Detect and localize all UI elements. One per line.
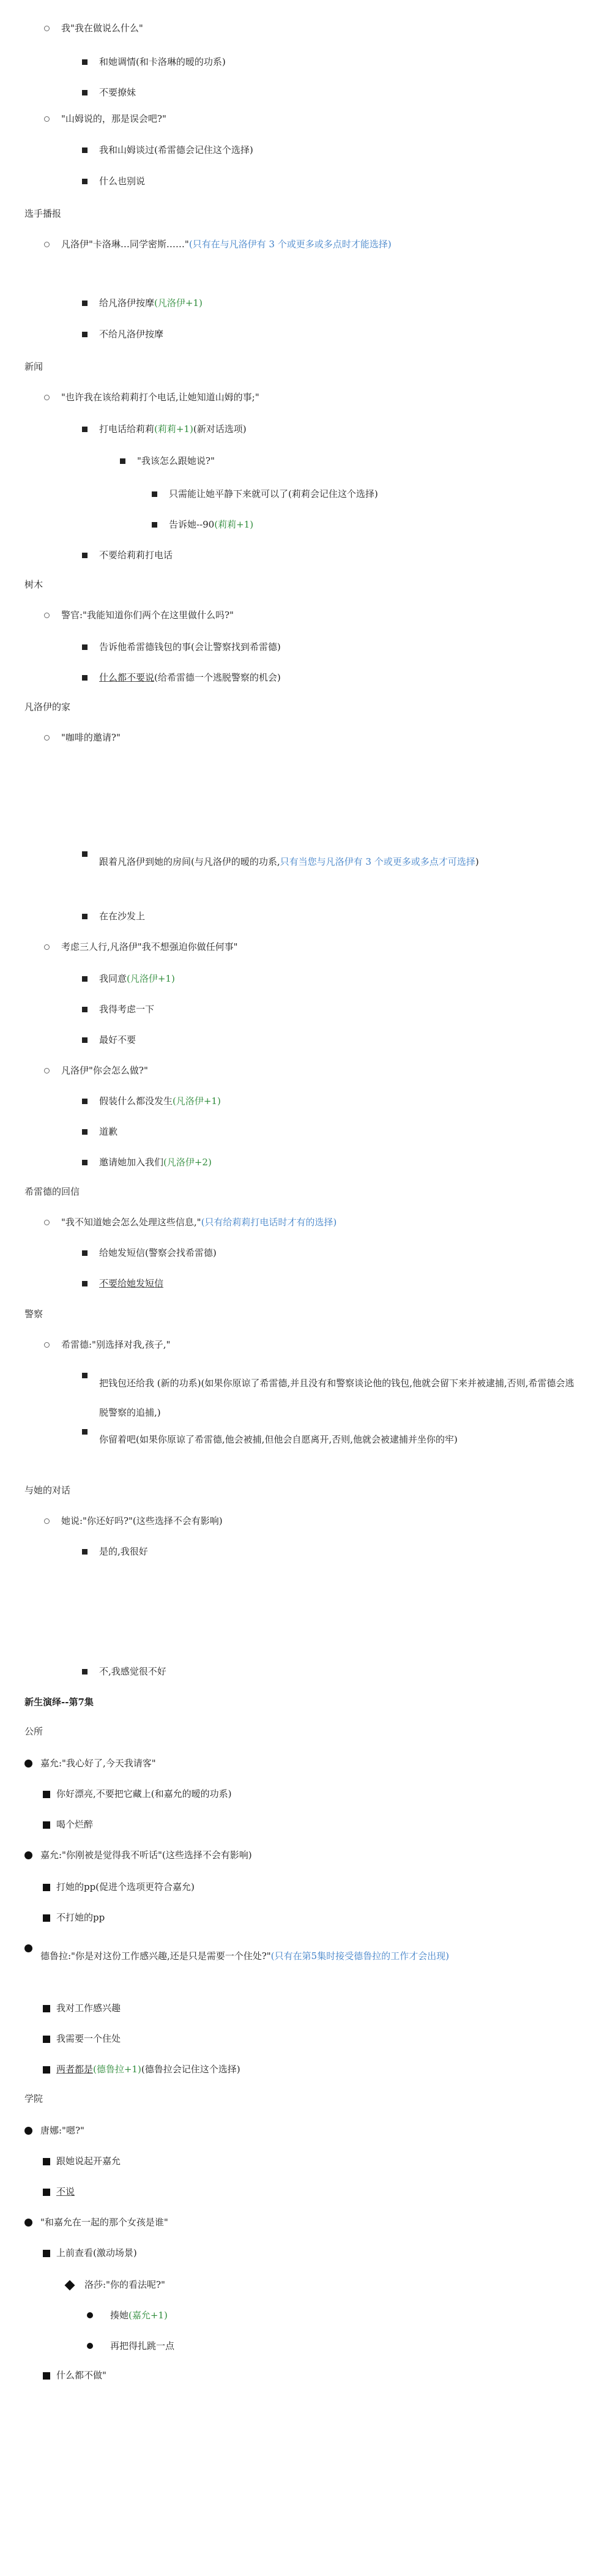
bullet-circle-icon xyxy=(44,1518,50,1524)
item-text: 我同意 xyxy=(99,973,127,984)
bullet-dia-icon xyxy=(65,2280,75,2291)
bullet-square-icon xyxy=(82,675,88,681)
bullet-square-icon xyxy=(152,522,157,528)
list-item xyxy=(61,1338,170,1351)
bullet-dot-icon xyxy=(24,2127,32,2135)
item-text: "我该怎么跟她说?" xyxy=(137,455,215,466)
bullet-sqb-icon xyxy=(43,1884,50,1891)
list-item xyxy=(99,174,145,188)
list-item xyxy=(61,390,259,404)
item-text: 我得考虑一下 xyxy=(99,1004,155,1015)
item-text: "我不知道她会怎么处理这些信息," xyxy=(61,1217,201,1228)
bullet-sqb-icon xyxy=(43,1821,50,1829)
item-text: 不给凡洛伊按摩 xyxy=(99,329,164,340)
bullet-sqb-icon xyxy=(43,2250,50,2257)
list-item xyxy=(40,2216,168,2229)
item-text: "咖啡的邀请?" xyxy=(61,732,121,743)
bullet-square-icon xyxy=(82,1429,88,1435)
list-item xyxy=(99,1125,117,1138)
affinity-bonus: (嘉允+1) xyxy=(128,2310,168,2321)
item-text: 跟她说起开嘉允 xyxy=(56,2156,121,2167)
bullet-square-icon xyxy=(82,1373,88,1378)
list-item xyxy=(61,608,234,622)
item-text: 把钱包还给我 (新的功系)(如果你原谅了希雷德,并且没有和警察谈论他的钱包,他就会留下来并被逮捕,否则,希雷德会逃脱警察的追捕,) xyxy=(99,1378,575,1418)
item-text: 凡洛伊"卡洛琳…同学密斯……" xyxy=(61,239,189,250)
affinity-bonus: (凡洛伊+1) xyxy=(154,297,203,308)
item-text: 告诉她--90 xyxy=(169,519,215,530)
list-item xyxy=(99,296,203,310)
affinity-bonus: (莉莉+1) xyxy=(154,424,193,435)
bullet-square-icon xyxy=(82,851,88,857)
bullet-circle-icon xyxy=(44,1220,50,1225)
section-heading xyxy=(24,1185,80,1198)
bullet-sqb-icon xyxy=(43,2005,50,2012)
bullet-circle-icon xyxy=(44,735,50,741)
bullet-sqb-icon xyxy=(43,2372,50,2380)
list-item xyxy=(61,1064,148,1077)
list-item xyxy=(99,1368,576,1427)
bullet-square-icon xyxy=(82,976,88,982)
item-text: 与她的对话 xyxy=(24,1485,71,1496)
item-text: 我对工作感兴趣 xyxy=(56,2003,121,2014)
list-item xyxy=(40,2124,84,2137)
list-item xyxy=(56,2001,121,2015)
section-heading xyxy=(24,207,61,220)
bullet-square-icon xyxy=(82,1129,88,1135)
item-text: 德鲁拉:"你是对这份工作感兴趣,还是只是需要一个住处?" xyxy=(40,1951,271,1962)
list-item xyxy=(61,1215,337,1229)
item-text: 洛莎:"你的看法呢?" xyxy=(84,2279,165,2290)
bullet-sqb-icon xyxy=(43,1914,50,1922)
section-heading xyxy=(24,1695,94,1709)
item-text: 凡洛伊"你会怎么做?" xyxy=(61,1065,148,1076)
item-text: 希雷德的回信 xyxy=(24,1186,80,1197)
list-item xyxy=(84,2278,165,2291)
item-text: 我需要一个住处 xyxy=(56,2033,121,2044)
item-text: 给凡洛伊按摩 xyxy=(99,297,155,308)
item-text: 最好不要 xyxy=(99,1034,136,1045)
item-text: 道歉 xyxy=(99,1126,118,1137)
item-text: 不要给她发短信 xyxy=(99,1278,164,1289)
list-item xyxy=(99,1246,217,1260)
item-text: 她说:"你还好吗?"(这些选择不会有影响) xyxy=(61,1515,223,1526)
list-item xyxy=(99,1002,154,1016)
list-item xyxy=(99,1665,166,1678)
bullet-circle-icon xyxy=(44,242,50,247)
list-item xyxy=(40,1848,252,1862)
list-item xyxy=(61,21,143,35)
section-heading xyxy=(24,1725,43,1738)
list-item xyxy=(40,1941,554,1971)
list-item xyxy=(110,2309,168,2322)
bullet-circle-icon xyxy=(44,395,50,400)
item-text: 喝个烂醉 xyxy=(56,1819,94,1830)
list-item xyxy=(99,1425,576,1454)
bullet-sdot-icon xyxy=(87,2312,93,2318)
item-text: 给她发短信(警察会找希雷德) xyxy=(99,1247,217,1258)
bullet-square-icon xyxy=(82,1549,88,1555)
affinity-bonus: (凡洛伊+1) xyxy=(127,973,175,984)
item-text: 选手播报 xyxy=(24,208,62,219)
affinity-bonus: (凡洛伊+1) xyxy=(173,1096,221,1107)
item-text: 新闻 xyxy=(24,361,43,372)
item-text: (给希雷德一个逃脱警察的机会) xyxy=(154,672,281,683)
list-item xyxy=(99,1033,136,1047)
list-item xyxy=(137,454,215,468)
list-item xyxy=(56,2369,106,2382)
item-text: 上前查看(激动场景) xyxy=(56,2247,137,2258)
bullet-dot-icon xyxy=(24,1851,32,1859)
item-text: 揍她 xyxy=(110,2310,129,2321)
list-item xyxy=(56,2246,137,2260)
item-text: 我"我在做说么什么" xyxy=(61,23,143,34)
condition-note: (只有在第5集时接受德鲁拉的工作才会出现) xyxy=(270,1951,449,1962)
bullet-square-icon xyxy=(82,1250,88,1256)
list-item xyxy=(99,422,247,436)
item-text: 邀请她加入我们 xyxy=(99,1157,164,1168)
list-item xyxy=(99,972,175,985)
condition-note: 只有当您与凡洛伊有 3 个或更多或多点才可选择 xyxy=(280,856,475,867)
item-text: 什么都不做" xyxy=(56,2370,106,2381)
bullet-square-icon xyxy=(82,332,88,337)
bullet-square-icon xyxy=(82,90,88,95)
section-heading xyxy=(24,1484,70,1497)
bullet-square-icon xyxy=(82,553,88,558)
list-item xyxy=(99,143,253,157)
bullet-sqb-icon xyxy=(43,2066,50,2074)
list-item xyxy=(99,1094,221,1108)
item-text: 不说 xyxy=(56,2186,75,2197)
bullet-sqb-icon xyxy=(43,1791,50,1798)
item-text: 再把得扎跳一点 xyxy=(110,2340,175,2351)
bullet-square-icon xyxy=(82,59,88,65)
list-item xyxy=(110,2339,174,2353)
bullet-square-icon xyxy=(82,1669,88,1674)
item-text: ) xyxy=(475,856,479,867)
item-text: "也许我在该给莉莉打个电话,让她知道山姆的事;" xyxy=(61,392,259,403)
item-text: 什么都不要说 xyxy=(99,672,155,683)
item-text: 嘉允:"你刚被是觉得我不听话"(这些选择不会有影响) xyxy=(40,1850,252,1861)
bullet-dot-icon xyxy=(24,1760,32,1768)
bullet-circle-icon xyxy=(44,26,50,31)
bullet-sqb-icon xyxy=(43,2189,50,2196)
bullet-circle-icon xyxy=(44,613,50,618)
list-item xyxy=(61,237,392,251)
list-item xyxy=(169,487,378,501)
item-text: 学院 xyxy=(24,2093,43,2104)
section-heading xyxy=(24,1307,43,1321)
item-text: 假装什么都没发生 xyxy=(99,1096,173,1107)
item-text: 跟着凡洛伊到她的房间(与凡洛伊的暧的功系, xyxy=(99,856,280,867)
item-text: 打电话给莉莉 xyxy=(99,424,155,435)
section-heading xyxy=(24,700,70,714)
bullet-square-icon xyxy=(82,427,88,432)
item-text: 树木 xyxy=(24,579,43,590)
list-item xyxy=(56,2032,121,2045)
item-text: 告诉他希雷德钱包的事(会让警察找到希雷德) xyxy=(99,641,281,652)
item-text: 新生演绎--第7集 xyxy=(24,1697,94,1708)
item-text: 唐娜:"嗯?" xyxy=(40,2125,84,2136)
item-text: "山姆说的，那是误会吧?" xyxy=(61,113,166,124)
item-text: 不打她的pp xyxy=(56,1912,105,1923)
bullet-square-icon xyxy=(82,1007,88,1012)
list-item xyxy=(56,2185,75,2198)
item-text: 警察 xyxy=(24,1309,43,1320)
bullet-square-icon xyxy=(82,147,88,153)
item-text: 和她调情(和卡洛琳的暧的功系) xyxy=(99,56,226,67)
list-item xyxy=(56,1880,195,1894)
item-text: 你留着吧(如果你原谅了希雷德,他会被捕,但他会自愿离开,否则,他就会被逮捕并坐你的牢) xyxy=(99,1434,458,1445)
affinity-bonus: (德鲁拉+1) xyxy=(93,2064,141,2075)
item-text: 两者都是 xyxy=(56,2064,94,2075)
bullet-circle-icon xyxy=(44,1068,50,1073)
list-item xyxy=(99,671,281,684)
list-item xyxy=(56,1911,105,1924)
list-item xyxy=(56,1818,93,1831)
bullet-square-icon xyxy=(82,1099,88,1104)
item-text: 不,我感觉很不好 xyxy=(99,1666,166,1677)
item-text: 只需能让她平静下来就可以了(莉莉会记住这个选择) xyxy=(169,488,378,499)
bullet-sqb-icon xyxy=(43,2036,50,2043)
list-item xyxy=(99,327,163,341)
bullet-square-icon xyxy=(152,491,157,497)
bullet-square-icon xyxy=(82,1281,88,1286)
item-text: 公所 xyxy=(24,1726,43,1737)
item-text: 你好漂亮,不要把它藏上(和嘉允的暧的功系) xyxy=(56,1788,232,1799)
bullet-square-icon xyxy=(82,644,88,650)
list-item xyxy=(56,1787,231,1801)
item-text: 打她的pp(促进个选项更符合嘉允) xyxy=(56,1881,195,1892)
list-item xyxy=(61,731,121,744)
bullet-square-icon xyxy=(120,458,125,464)
item-text: 什么也别说 xyxy=(99,176,146,187)
item-text: 考虑三人行,凡洛伊"我不想强迫你做任何事" xyxy=(61,941,238,952)
item-text: 警官:"我能知道你们两个在这里做什么吗?" xyxy=(61,610,234,621)
bullet-square-icon xyxy=(82,1160,88,1165)
bullet-square-icon xyxy=(82,914,88,919)
list-item xyxy=(61,1514,223,1528)
list-item xyxy=(99,1545,148,1558)
bullet-square-icon xyxy=(82,179,88,184)
item-text: 不要撩妹 xyxy=(99,87,136,98)
section-heading xyxy=(24,578,43,591)
item-text: 我和山姆谈过(希雷德会记住这个选择) xyxy=(99,144,253,155)
affinity-bonus: (莉莉+1) xyxy=(214,519,254,530)
item-text: 是的,我很好 xyxy=(99,1546,148,1557)
item-text: 在在沙发上 xyxy=(99,911,146,922)
list-item xyxy=(99,86,136,99)
list-item xyxy=(56,2063,240,2076)
bullet-sqb-icon xyxy=(43,2158,50,2165)
bullet-circle-icon xyxy=(44,1342,50,1348)
bullet-dot-icon xyxy=(24,1944,32,1952)
list-item xyxy=(99,55,226,69)
list-item xyxy=(40,1757,156,1770)
list-item xyxy=(99,1277,163,1290)
item-text: "和嘉允在一起的那个女孩是谁" xyxy=(40,2217,168,2228)
list-item xyxy=(61,940,238,954)
item-text: 希雷德:"别选择对我,孩子," xyxy=(61,1339,171,1350)
item-text: (新对话选项) xyxy=(193,424,247,435)
condition-note: (只有给莉莉打电话时才有的选择) xyxy=(201,1217,337,1228)
bullet-square-icon xyxy=(82,301,88,306)
condition-note: (只有在与凡洛伊有 3 个或更多或多点时才能选择) xyxy=(188,239,392,250)
bullet-square-icon xyxy=(82,1037,88,1043)
list-item xyxy=(99,640,281,654)
list-item xyxy=(99,847,576,876)
section-heading xyxy=(24,360,43,373)
bullet-sdot-icon xyxy=(87,2343,93,2349)
list-item xyxy=(169,518,253,531)
item-text: 嘉允:"我心好了,今天我请客" xyxy=(40,1758,156,1769)
list-item xyxy=(61,112,166,125)
list-item xyxy=(99,548,173,562)
list-item xyxy=(56,2154,121,2168)
section-heading xyxy=(24,2092,43,2105)
bullet-circle-icon xyxy=(44,116,50,122)
list-item xyxy=(99,909,145,923)
affinity-bonus: (凡洛伊+2) xyxy=(163,1157,212,1168)
item-text: (德鲁拉会记住这个选择) xyxy=(141,2064,240,2075)
item-text: 凡洛伊的家 xyxy=(24,701,71,712)
item-text: 不要给莉莉打电话 xyxy=(99,550,173,561)
list-item xyxy=(99,1155,212,1169)
bullet-circle-icon xyxy=(44,944,50,950)
bullet-dot-icon xyxy=(24,2219,32,2227)
